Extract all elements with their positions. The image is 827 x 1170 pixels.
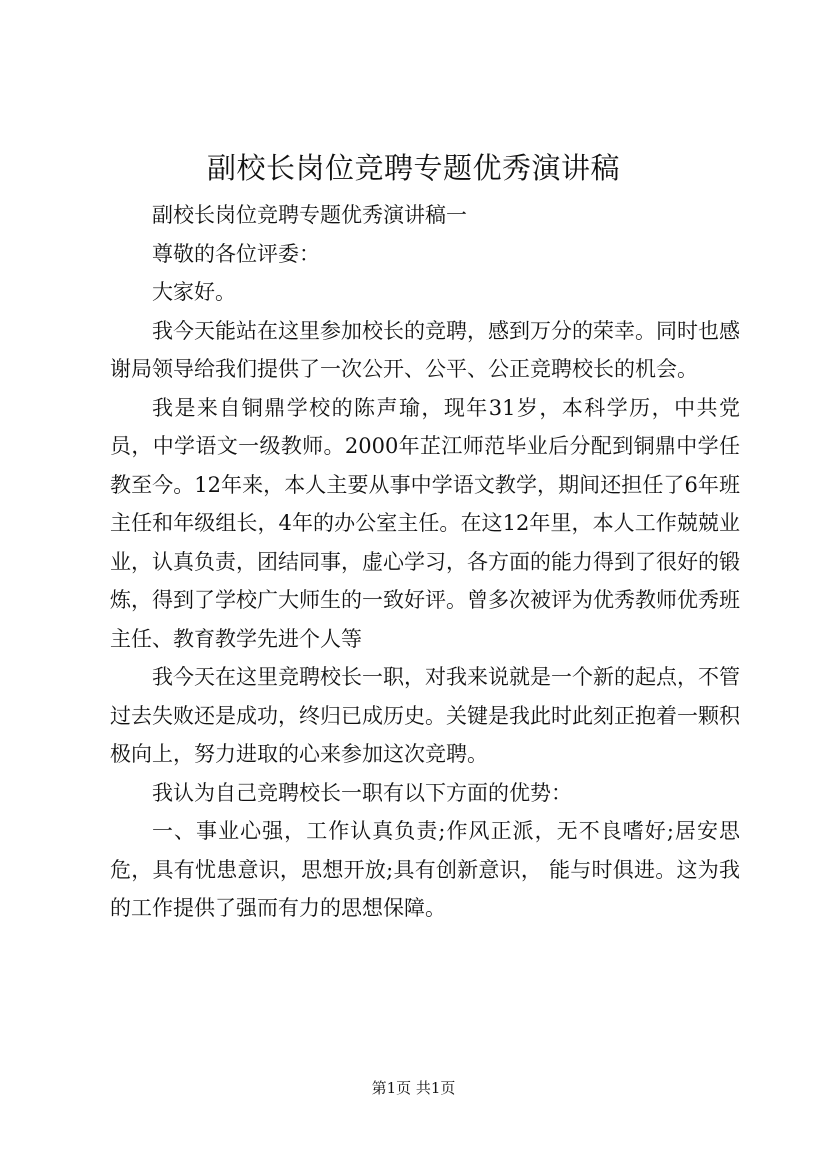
paragraph: 我今天能站在这里参加校长的竞聘，感到万分的荣幸。同时也感谢局领导给我们提供了一次公开、公平、公正竞聘校长的机会。 [110, 318, 740, 381]
paragraph: 一、事业心强，工作认真负责;作风正派，无不良嗜好;居安思危，具有忧患意识，思想开放;具有创新意识， 能与时俱进。这为我的工作提供了强而有力的思想保障。 [110, 819, 740, 920]
document-title: 副校长岗位竞聘专题优秀演讲稿 [206, 151, 620, 185]
document-body [110, 196, 740, 928]
paragraph: 副校长岗位竞聘专题优秀演讲稿一 [152, 203, 467, 227]
paragraph: 我今天在这里竞聘校长一职，对我来说就是一个新的起点，不管过去失败还是成功，终归已成历史。关键是我此时此刻正抱着一颗积极向上，努力进取的心来参加这次竞聘。 [110, 665, 740, 766]
paragraph: 我认为自己竞聘校长一职有以下方面的优势： [152, 780, 572, 805]
page-footer: 第1页 共1页 [371, 1079, 456, 1097]
paragraph: 大家好。 [152, 280, 236, 304]
paragraph: 尊敬的各位评委： [152, 241, 320, 266]
paragraph: 我是来自铜鼎学校的陈声瑜，现年31岁，本科学历，中共党员，中学语文一级教师。2000年芷江师范毕业后分配到铜鼎中学任教至今。12年来，本人主要从事中学语文教学，期间还担任了6年班主任和年级组长，4年的办公室主任。在这12年里，本人工作兢兢业业，认真负责，团结同事，虚心学习，各方面的能力得到了很好的锻炼，得到了学校广大师生的一致好评。曾多次被评为优秀教师优秀班主任、教育教学先进个人等 [110, 395, 740, 651]
